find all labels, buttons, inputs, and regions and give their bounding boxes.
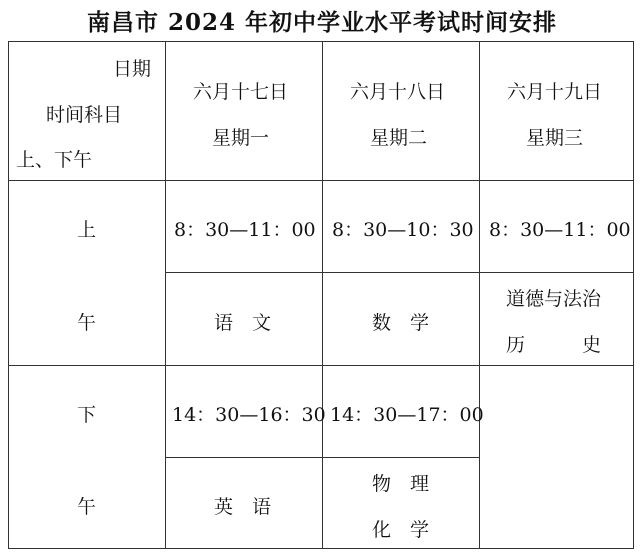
afternoon-subject-1: 英 语 [214, 496, 272, 518]
corner-date-label: 日期 [113, 58, 152, 80]
morning-label-cell [8, 180, 165, 365]
day2-weekday: 星期二 [370, 127, 428, 149]
morning-time-3: 8：30—11：00 [489, 219, 631, 241]
morning-subject-2: 数 学 [372, 312, 430, 334]
corner-period-label: 上、下午 [16, 149, 93, 171]
corner-subject-label: 时间科目 [46, 104, 123, 126]
afternoon-label-top: 下 [77, 404, 97, 426]
day3-date: 六月十九日 [507, 81, 603, 103]
morning-subject-3-line2: 历 史 [506, 334, 602, 356]
morning-label-bottom: 午 [77, 312, 97, 334]
morning-subject-1: 语 文 [214, 312, 272, 334]
header-cell-day2 [322, 41, 479, 180]
morning-label-top: 上 [77, 219, 97, 241]
day2-date: 六月十八日 [350, 81, 446, 103]
page-title: 南昌市 2024 年初中学业水平考试时间安排 [86, 9, 558, 36]
afternoon-time-1: 14：30—16：30 [172, 404, 326, 426]
day3-weekday: 星期三 [526, 127, 584, 149]
afternoon-label-cell [8, 365, 165, 549]
afternoon-subject-2-line2: 化 学 [372, 519, 430, 541]
morning-time-1: 8：30—11：00 [174, 219, 316, 241]
afternoon-empty-cell-3 [479, 365, 634, 549]
header-cell-day3 [479, 41, 634, 180]
header-cell-day1 [165, 41, 322, 180]
day1-date: 六月十七日 [193, 81, 289, 103]
afternoon-time-2: 14：30—17：00 [330, 404, 484, 426]
day1-weekday: 星期一 [212, 127, 270, 149]
morning-time-2: 8：30—10：30 [332, 219, 474, 241]
morning-subject-3-line1: 道德与法治 [506, 288, 602, 310]
afternoon-subject-2-line1: 物 理 [372, 473, 430, 495]
afternoon-label-bottom: 午 [77, 496, 97, 518]
